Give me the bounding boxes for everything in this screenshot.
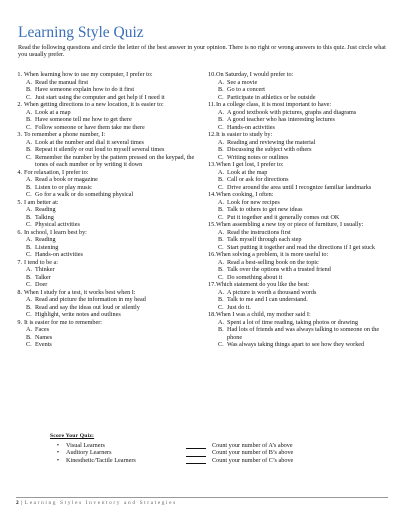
question-number: 16.	[208, 251, 216, 258]
option-letter: A.	[218, 318, 225, 326]
answer-option[interactable]	[208, 244, 394, 252]
bullet-icon: •	[56, 449, 60, 457]
answer-option[interactable]	[208, 139, 394, 147]
learner-type-label: Kinesthetic/Tactile Learners	[66, 456, 136, 464]
option-letter: B.	[218, 236, 224, 243]
option-text: Read a best-selling book on the topic	[227, 258, 319, 266]
option-letter: A.	[26, 138, 33, 146]
question	[208, 71, 394, 79]
answer-option[interactable]	[208, 259, 394, 267]
answer-option[interactable]	[208, 296, 394, 304]
answer-option[interactable]	[208, 341, 394, 349]
question-text: When getting directions to a new location, it is easier to:	[24, 101, 164, 108]
option-text: Talking	[35, 213, 54, 221]
option-letter: B.	[26, 86, 32, 93]
option-text: Names	[35, 333, 53, 341]
question	[16, 131, 202, 139]
page-number: 2	[16, 500, 19, 506]
score-blank-line[interactable]	[186, 451, 206, 457]
option-text: Talker	[35, 273, 51, 281]
option-text: Talk to others to get new ideas	[227, 206, 303, 213]
question-column-right	[208, 71, 394, 349]
option-letter: C.	[26, 123, 32, 131]
option-letter: A.	[26, 206, 33, 213]
option-text: Read and say the ideas out loud or silently	[35, 303, 140, 311]
option-letter: C.	[218, 341, 224, 348]
bullet-icon: •	[56, 441, 60, 449]
answer-option[interactable]	[16, 109, 202, 117]
option-letter: B.	[218, 266, 224, 273]
option-text: See a movie	[227, 78, 258, 86]
option-text: Go to a concert	[227, 86, 265, 93]
answer-option[interactable]	[16, 214, 202, 222]
option-text: Listen to or play music	[35, 183, 93, 191]
answer-option[interactable]	[208, 206, 394, 214]
question-text: To remember a phone number, I:	[24, 131, 106, 138]
bullet-icon: •	[56, 456, 60, 464]
option-text: Was always taking things apart to see how they worked	[227, 341, 365, 348]
option-letter: C.	[26, 341, 32, 348]
question-number: 8.	[17, 288, 22, 296]
footer-text: Learning Styles Inventory and Strategies	[24, 500, 177, 506]
answer-option[interactable]	[16, 139, 202, 147]
option-text: Events	[35, 341, 52, 348]
answer-option[interactable]	[16, 221, 202, 229]
answer-option[interactable]	[16, 206, 202, 214]
option-text: A good textbook with pictures, graphs and diagrams	[227, 108, 357, 116]
option-letter: C.	[218, 243, 224, 251]
option-text: Go for a walk or do something physical	[35, 191, 134, 198]
option-text: Talk to me and I can understand.	[227, 296, 308, 303]
question-number: 9.	[17, 318, 22, 326]
answer-option[interactable]	[208, 94, 394, 102]
answer-option[interactable]	[208, 199, 394, 207]
option-text: Hands-on activities	[35, 251, 83, 258]
question-number: 6.	[17, 228, 22, 236]
option-letter: B.	[26, 146, 32, 153]
option-text: A good teacher who has interesting lectures	[227, 116, 335, 123]
question	[208, 251, 394, 259]
option-letter: A.	[26, 236, 33, 243]
option-letter: A.	[26, 326, 33, 333]
question-text: On Saturday, I would prefer to:	[216, 71, 294, 78]
answer-option[interactable]	[208, 304, 394, 312]
question-number: 1.	[17, 71, 22, 78]
answer-option[interactable]	[16, 154, 202, 169]
option-text: Start putting it together and read the directions if I get stuck	[227, 243, 375, 251]
answer-option[interactable]	[16, 116, 202, 124]
option-text: Physical activities	[35, 221, 80, 228]
score-section	[50, 433, 370, 464]
option-letter: C.	[218, 303, 224, 311]
option-letter: B.	[218, 116, 224, 123]
answer-option[interactable]	[208, 169, 394, 177]
option-letter: A.	[218, 78, 225, 86]
page-title: Learning Style Quiz	[18, 24, 144, 41]
option-letter: C.	[26, 153, 32, 161]
option-text: Look at a map	[35, 108, 71, 116]
answer-option[interactable]	[16, 266, 202, 274]
question-number: 11.	[208, 101, 216, 108]
score-row	[50, 457, 370, 465]
question-text: When assembling a new toy or piece of furniture, I usually:	[216, 221, 364, 228]
score-row	[50, 442, 370, 450]
option-text: Look at the map	[227, 168, 268, 176]
question-text: In school, I learn best by:	[24, 228, 87, 236]
answer-option[interactable]	[16, 281, 202, 289]
question	[16, 259, 202, 267]
question-number: 3.	[17, 131, 22, 138]
option-text: Do something about it	[227, 273, 283, 281]
question-text: Which statement do you like the best:	[216, 281, 310, 288]
question	[16, 101, 202, 109]
option-text: Have someone tell me how to get there	[35, 116, 132, 123]
option-letter: C.	[26, 191, 32, 198]
option-text: Look for new recipes	[227, 198, 280, 206]
question	[208, 191, 394, 199]
option-text: Have someone explain how to do it first	[35, 86, 135, 93]
option-letter: A.	[26, 266, 33, 273]
question-text: I tend to be a:	[24, 258, 59, 266]
option-letter: A.	[218, 288, 225, 296]
footer-divider: |	[20, 500, 22, 506]
option-text: Read the instructions first	[227, 228, 291, 236]
answer-option[interactable]	[16, 274, 202, 282]
question	[16, 199, 202, 207]
question	[208, 161, 394, 169]
answer-option[interactable]	[208, 319, 394, 327]
answer-option[interactable]	[16, 304, 202, 312]
option-text: Reading and reviewing the material	[227, 138, 316, 146]
question-text: It is easier for me to remember:	[24, 318, 102, 326]
answer-option[interactable]	[208, 109, 394, 117]
answer-option[interactable]	[16, 86, 202, 94]
option-text: Hands-on activities	[227, 123, 275, 131]
score-instruction: Count your number of A’s above	[212, 441, 293, 449]
option-letter: B.	[218, 206, 224, 213]
option-text: Discussing the subject with others	[227, 146, 312, 153]
option-letter: B.	[218, 86, 224, 93]
question-number: 15.	[208, 221, 216, 228]
score-instruction: Count your number of B’s above	[212, 449, 294, 457]
score-title: Score Your Quiz:	[50, 433, 95, 439]
question-number: 18.	[208, 311, 216, 318]
question-text: When cooking, I often:	[216, 191, 274, 198]
question-number: 4.	[17, 168, 22, 176]
answer-option[interactable]	[16, 296, 202, 304]
score-instruction: Count your number of C’s above	[212, 456, 294, 464]
option-letter: A.	[26, 108, 33, 116]
option-text: Drive around the area until I recognize familiar landmarks	[227, 183, 372, 191]
learner-type-label: Visual Learners	[66, 441, 105, 449]
option-text: Just do it.	[227, 303, 251, 311]
question-number: 14.	[208, 191, 216, 198]
question-text: I am better at:	[24, 198, 59, 206]
answer-option[interactable]	[208, 184, 394, 192]
option-letter: C.	[218, 213, 224, 221]
question	[208, 281, 394, 289]
answer-option[interactable]	[16, 326, 202, 334]
option-letter: C.	[26, 281, 32, 288]
question	[16, 71, 202, 79]
option-letter: A.	[218, 168, 225, 176]
option-text: Call or ask for directions	[227, 176, 289, 183]
option-text: Writing notes or outlines	[227, 153, 289, 161]
option-text: Talk myself through each step	[227, 236, 302, 243]
option-text: Read a book or magazine	[35, 176, 98, 183]
option-letter: A.	[218, 198, 225, 206]
page-footer	[16, 497, 388, 506]
option-text: Participate in athletics or be outside	[227, 93, 316, 101]
option-text: Doer	[35, 281, 48, 288]
answer-option[interactable]	[16, 191, 202, 199]
question-text: When learning how to use my computer, I prefer to:	[24, 71, 153, 78]
question-text: It is easier to study by:	[216, 131, 273, 138]
option-letter: C.	[218, 183, 224, 191]
option-text: Talk over the options with a trusted friend	[227, 266, 331, 273]
option-letter: A.	[218, 108, 225, 116]
question-number: 10.	[208, 71, 216, 78]
option-letter: B.	[26, 183, 32, 191]
question	[208, 311, 394, 319]
option-letter: B.	[218, 176, 224, 183]
option-text: Spent a lot of time reading, taking photos or drawing	[227, 318, 358, 326]
intro-text: Read the following questions and circle the letter of the best answer in your opinion. There is no right or wrong answers to this quiz. Just circle what you usually prefer.	[18, 44, 386, 59]
option-text: Highlight, write notes and outlines	[35, 311, 121, 318]
answer-option[interactable]	[16, 94, 202, 102]
option-text: Repeat it silently or out loud to myself several times	[35, 146, 165, 153]
option-text: Had lots of friends and was always talking to someone on the phone	[227, 326, 380, 341]
option-letter: A.	[218, 258, 225, 266]
option-text: Reading	[35, 206, 56, 213]
answer-option[interactable]	[208, 289, 394, 297]
option-letter: A.	[26, 296, 33, 303]
option-letter: B.	[26, 273, 32, 281]
answer-option[interactable]	[208, 124, 394, 132]
answer-option[interactable]	[16, 124, 202, 132]
option-text: Listening	[35, 243, 59, 251]
question-text: When solving a problem, it is more useful to:	[216, 251, 329, 258]
option-letter: C.	[218, 123, 224, 131]
question-number: 2.	[17, 101, 22, 108]
option-letter: A.	[218, 138, 225, 146]
answer-option[interactable]	[208, 236, 394, 244]
option-text: Thinker	[35, 266, 55, 273]
answer-option[interactable]	[16, 311, 202, 319]
answer-option[interactable]	[16, 184, 202, 192]
question	[16, 229, 202, 237]
question-text: In a college class, it is most important to have:	[216, 101, 332, 108]
question-number: 17.	[208, 281, 216, 288]
answer-option[interactable]	[208, 326, 394, 341]
answer-option[interactable]	[208, 116, 394, 124]
option-letter: B.	[26, 333, 32, 341]
option-text: Just start using the computer and get help if I need it	[35, 93, 165, 101]
option-letter: B.	[26, 213, 32, 221]
question-text: For relaxation, I prefer to:	[24, 168, 89, 176]
question	[16, 289, 202, 297]
answer-option[interactable]	[16, 334, 202, 342]
answer-option[interactable]	[208, 79, 394, 87]
option-letter: C.	[26, 251, 32, 258]
option-text: Faces	[35, 326, 50, 333]
answer-option[interactable]	[16, 251, 202, 259]
answer-option[interactable]	[16, 236, 202, 244]
option-letter: C.	[218, 273, 224, 281]
option-letter: C.	[218, 153, 224, 161]
answer-option[interactable]	[208, 274, 394, 282]
option-letter: A.	[26, 78, 33, 86]
answer-option[interactable]	[208, 176, 394, 184]
option-text: Read the manual first	[35, 78, 89, 86]
answer-option[interactable]	[208, 86, 394, 94]
option-letter: C.	[26, 221, 32, 228]
answer-option[interactable]	[208, 146, 394, 154]
answer-option[interactable]	[16, 176, 202, 184]
option-text: Read and picture the information in my head	[35, 296, 146, 303]
option-text: Look at the number and dial it several times	[35, 138, 144, 146]
option-letter: B.	[218, 326, 224, 333]
question	[16, 169, 202, 177]
option-text: Reading	[35, 236, 56, 243]
question-text: When I get lost, I prefer to:	[216, 161, 284, 168]
answer-option[interactable]	[16, 341, 202, 349]
option-letter: B.	[218, 146, 224, 153]
question-number: 13.	[208, 161, 216, 168]
option-text: Put it together and it generally comes out OK	[227, 213, 340, 221]
score-rows	[50, 442, 370, 465]
score-blank-line[interactable]	[186, 458, 206, 464]
learner-type-label: Auditory Learners	[66, 449, 112, 457]
option-letter: B.	[26, 243, 32, 251]
question	[16, 319, 202, 327]
score-blank-line[interactable]	[186, 443, 206, 449]
question-number: 5.	[17, 198, 22, 206]
option-text: Remember the number by the pattern pressed on the keypad, the tones of each number or by writing it down	[35, 153, 195, 168]
option-letter: C.	[26, 311, 32, 318]
option-letter: B.	[218, 296, 224, 303]
question-column-left	[16, 71, 202, 349]
answer-option[interactable]	[16, 146, 202, 154]
question	[208, 131, 394, 139]
answer-option[interactable]	[16, 244, 202, 252]
option-text: Follow someone or have them take me there	[35, 123, 145, 131]
option-text: A picture is worth a thousand words	[227, 288, 317, 296]
answer-option[interactable]	[208, 154, 394, 162]
option-letter: C.	[26, 93, 32, 101]
option-letter: B.	[26, 116, 32, 123]
answer-option[interactable]	[208, 266, 394, 274]
question-number: 12.	[208, 131, 216, 138]
answer-option[interactable]	[208, 229, 394, 237]
option-letter: C.	[218, 93, 224, 101]
answer-option[interactable]	[16, 79, 202, 87]
option-letter: B.	[26, 303, 32, 311]
question-text: When I was a child, my mother said I:	[216, 311, 311, 318]
question	[208, 221, 394, 229]
answer-option[interactable]	[208, 214, 394, 222]
question-text: When I study for a test, it works best when I:	[24, 288, 136, 296]
score-row	[50, 449, 370, 457]
option-letter: A.	[26, 176, 33, 183]
question-number: 7.	[17, 258, 22, 266]
option-letter: A.	[218, 228, 225, 236]
question	[208, 101, 394, 109]
